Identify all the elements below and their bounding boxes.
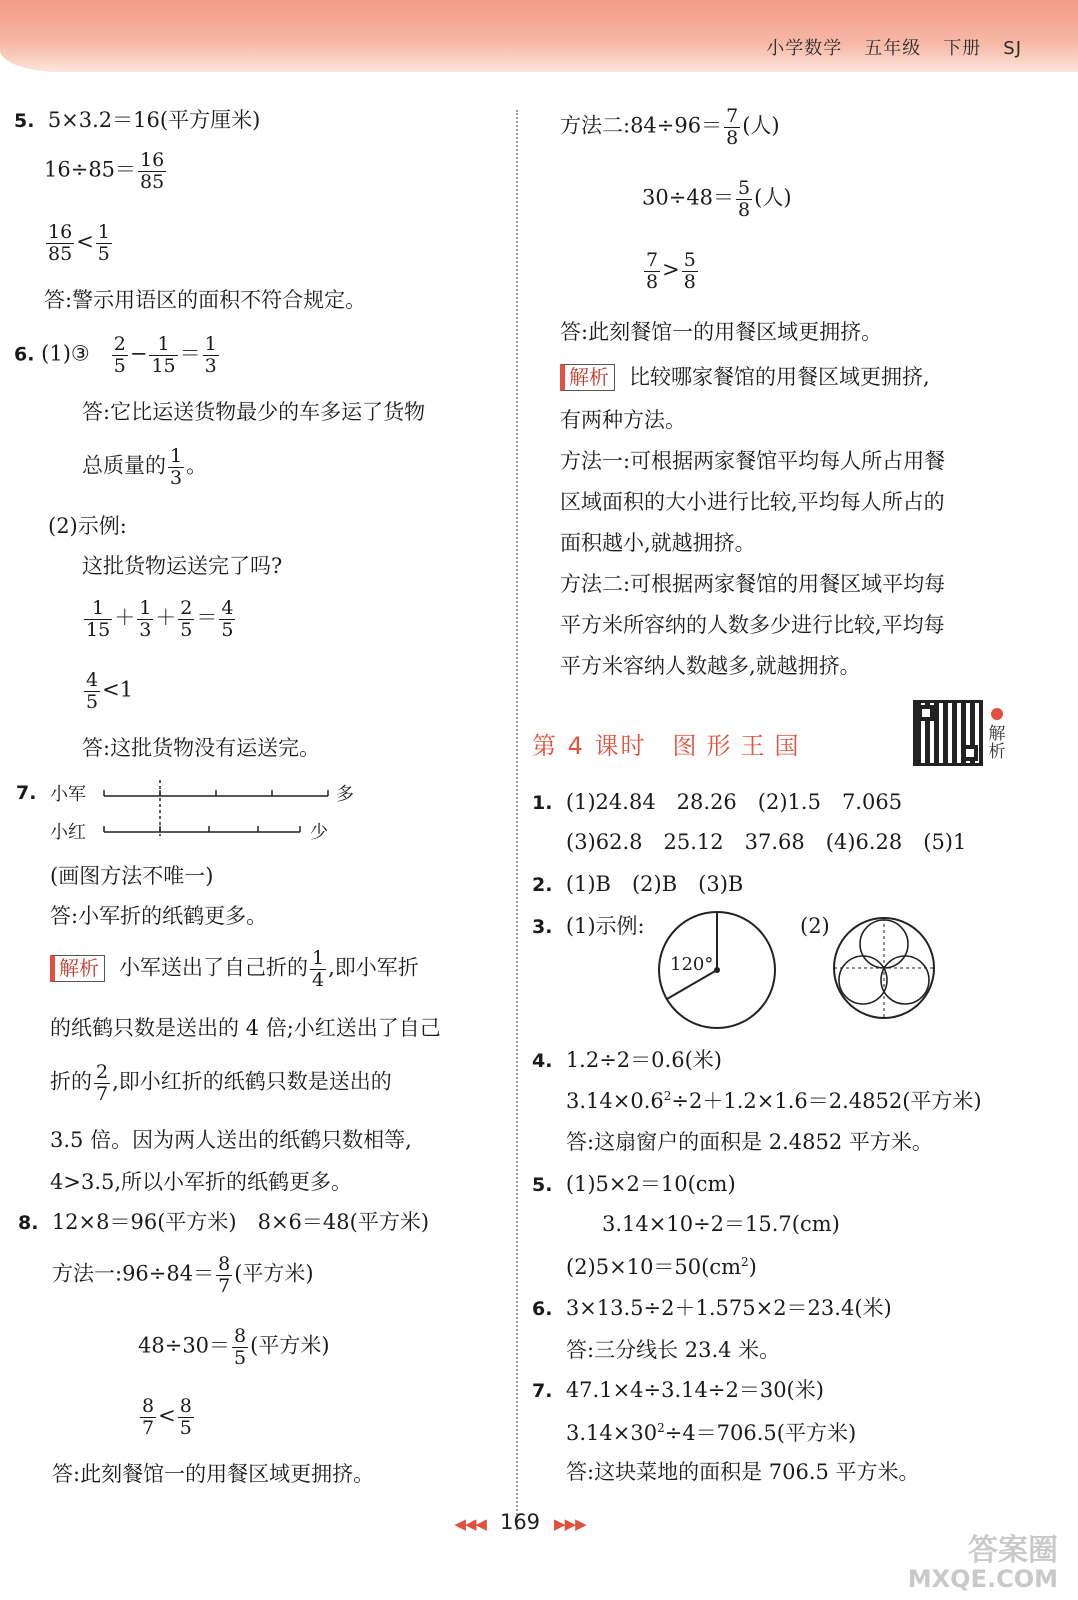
text: 折的 [50, 1069, 92, 1094]
a6-answer: 答:三分线长 23.4 米。 [566, 1338, 781, 1362]
fraction [232, 1326, 248, 1368]
denominator: 8 [726, 126, 739, 149]
text: 3.14×0.6 [566, 1089, 664, 1113]
numerator: 1 [139, 597, 152, 619]
operator: ＋ [155, 605, 177, 630]
q7-row1-label: 小军 [50, 784, 86, 805]
operator: < [158, 1403, 176, 1428]
fraction [736, 178, 752, 220]
a1-line2: (3)62.8 25.12 37.68 (4)6.28 (5)1 [566, 830, 967, 854]
denominator: 3 [139, 618, 152, 641]
denominator: 5 [221, 618, 234, 641]
operator: − [129, 341, 148, 366]
a6-line1 [532, 1298, 892, 1319]
a7-number: 7. [532, 1380, 553, 1402]
expl-line8: 平方米容纳人数越多,就越拥挤。 [560, 654, 861, 678]
numerator: 8 [179, 1395, 192, 1417]
fraction [724, 106, 740, 148]
a4-line1 [532, 1050, 722, 1071]
column-divider [516, 110, 518, 1530]
q7-explain5: 4>3.5,所以小军折的纸鹤更多。 [50, 1170, 353, 1194]
q7-bar-diagram [100, 776, 340, 843]
denominator: 15 [151, 354, 176, 377]
numerator: 5 [683, 249, 696, 271]
fraction [216, 1254, 232, 1296]
fraction [94, 1062, 110, 1104]
a5-number: 5. [532, 1174, 553, 1196]
text: 3×13.5÷2＋1.575×2＝23.4(米) [565, 1296, 892, 1320]
numerator: 2 [180, 597, 193, 619]
denominator: 8 [646, 270, 659, 293]
m2-answer: 答:此刻餐馆一的用餐区域更拥挤。 [560, 320, 883, 344]
expl-line1 [560, 364, 930, 391]
numerator: 16 [140, 149, 165, 171]
expl-line2: 有两种方法。 [560, 408, 686, 432]
numerator: 8 [142, 1395, 155, 1417]
q5-calc: 5×3.2＝16(平方厘米) [47, 108, 261, 132]
fraction [138, 150, 166, 192]
operator: ＝ [179, 341, 201, 366]
text: (1)示例: [565, 914, 645, 938]
denominator: 3 [170, 466, 183, 489]
a4-line2 [566, 1090, 982, 1112]
fraction [203, 334, 219, 376]
fraction [112, 334, 128, 376]
text: (平方米) [250, 1333, 330, 1358]
denominator: 85 [48, 242, 73, 265]
q7-number [16, 782, 36, 803]
denominator: 5 [179, 1416, 192, 1439]
numerator: 5 [738, 177, 751, 199]
a6-number: 6. [532, 1298, 553, 1320]
fraction [178, 1396, 194, 1438]
numerator: 1 [170, 445, 183, 467]
next-arrows-icon[interactable]: ▶▶▶ [554, 1515, 586, 1533]
text: 47.1×4÷3.14÷2＝30(米) [565, 1378, 824, 1402]
numerator: 16 [48, 221, 73, 243]
fraction [84, 670, 100, 712]
q5-line1 [14, 110, 260, 131]
lesson-name: 图形王国 [672, 732, 809, 760]
q8-method1 [52, 1254, 314, 1296]
q7-explain2: 的纸鹤只数是送出的 4 倍;小红送出了自己 [50, 1016, 441, 1040]
denominator: 7 [218, 1274, 231, 1297]
book-title [744, 34, 1022, 60]
a4-answer: 答:这扇窗户的面积是 2.4852 平方米。 [566, 1130, 933, 1154]
q6-part1: (1)③ [41, 341, 90, 366]
q7-explain3 [50, 1062, 392, 1104]
a4-number: 4. [532, 1050, 553, 1072]
a7-line2 [566, 1422, 856, 1444]
text: (2)5×10＝50(cm [566, 1255, 742, 1279]
q6-compare [82, 670, 133, 712]
q7-row2-right: 少 [310, 822, 328, 843]
m2-compare [642, 250, 700, 292]
a5-line1 [532, 1174, 736, 1195]
fraction [682, 250, 698, 292]
numerator: 7 [646, 249, 659, 271]
operator: > [662, 257, 680, 282]
denominator: 85 [140, 170, 165, 193]
grade-label: 五年级 [864, 38, 922, 59]
fraction [84, 598, 112, 640]
fraction [137, 598, 153, 640]
a1-line1 [532, 792, 902, 813]
a5-line3 [566, 1256, 757, 1278]
lesson-title [532, 726, 809, 761]
numerator: 1 [204, 333, 217, 355]
text: 小军送出了自己折的 [119, 955, 308, 980]
q6-answer2 [82, 446, 207, 488]
text: ,即小红折的纸鹤只数是送出的 [112, 1069, 392, 1094]
circle-sector-diagram [654, 910, 780, 1036]
a5-line2: 3.14×10÷2＝15.7(cm) [602, 1212, 840, 1236]
qr-code-icon[interactable] [913, 700, 983, 766]
exponent: 2 [657, 1421, 665, 1435]
three-circles-diagram [830, 914, 938, 1022]
numerator: 1 [157, 333, 170, 355]
q5-div: 16÷85＝ [44, 157, 137, 182]
q7-row1-right: 多 [336, 784, 354, 805]
numerator: 4 [221, 597, 234, 619]
text: ÷4＝706.5(平方米) [664, 1421, 857, 1445]
q7-note: (画图方法不唯一) [50, 864, 214, 888]
numerator: 2 [96, 1061, 109, 1083]
play-icon [991, 708, 1003, 720]
exponent: 2 [741, 1255, 749, 1269]
fraction [310, 948, 326, 990]
text: 方法一:96÷84＝ [52, 1261, 215, 1286]
operator: ＝ [196, 605, 218, 630]
a7-line1 [532, 1380, 824, 1401]
q5-number: 5. [14, 110, 35, 132]
a2-line1 [532, 874, 743, 895]
text: ÷2＋1.2×1.6＝2.4852(平方米) [671, 1089, 982, 1113]
expl-line5: 面积越小,就越拥挤。 [560, 531, 756, 555]
expl-line7: 平方米所容纳的人数多少进行比较,平均每 [560, 613, 945, 637]
text: (平方米) [234, 1261, 314, 1286]
denominator: 4 [312, 968, 325, 991]
a1-number: 1. [532, 792, 553, 814]
fraction [168, 446, 184, 488]
m2-line1 [560, 106, 780, 148]
denominator: 7 [142, 1416, 155, 1439]
text: 30÷48＝ [642, 185, 735, 210]
text: (人) [754, 185, 792, 210]
text: 1.2÷2＝0.6(米) [565, 1048, 722, 1072]
q6-question: 这批货物运送完了吗? [82, 554, 283, 578]
q8-compare [138, 1396, 196, 1438]
text: 比较哪家餐馆的用餐区域更拥挤, [629, 365, 930, 389]
denominator: 7 [96, 1082, 109, 1105]
numerator: 2 [113, 333, 126, 355]
numerator: 1 [312, 947, 325, 969]
q8-calc: 12×8＝96(平方米) 8×6＝48(平方米) [51, 1210, 430, 1234]
expl-line3: 方法一:可根据两家餐馆平均每人所占用餐 [560, 449, 946, 473]
fraction [149, 334, 177, 376]
q8-number: 8. [18, 1212, 39, 1234]
text: (人) [742, 113, 780, 138]
text: (1)24.84 28.26 (2)1.5 7.065 [565, 790, 903, 814]
text: ,即小军折 [328, 955, 419, 980]
a7-answer: 答:这块菜地的面积是 706.5 平方米。 [566, 1460, 920, 1484]
text: 总质量的 [82, 453, 166, 478]
q7-explain1 [50, 948, 419, 990]
denominator: 5 [234, 1346, 247, 1369]
m2-line2 [642, 178, 792, 220]
q6-line1 [14, 334, 221, 376]
denominator: 15 [86, 618, 111, 641]
numerator: 1 [92, 597, 105, 619]
angle-label: 120° [670, 954, 714, 975]
exponent: 2 [663, 1089, 672, 1103]
q6-sum [82, 598, 237, 640]
watermark-url: MXQE.COM [907, 1564, 1058, 1593]
q5-line2 [44, 150, 168, 192]
page-number: 169 [499, 1510, 541, 1534]
q6-answer1: 答:它比运送货物最少的车多运了货物 [82, 400, 426, 424]
numerator: 7 [726, 105, 739, 127]
numerator: 8 [234, 1325, 247, 1347]
text: ) [748, 1255, 757, 1279]
numerator: 1 [97, 221, 110, 243]
denominator: 8 [738, 198, 751, 221]
q6-example: (2)示例: [48, 514, 127, 538]
q8-line1 [18, 1212, 429, 1233]
text: (1)B (2)B (3)B [565, 872, 744, 896]
watermark-text: 答案圈 [968, 1533, 1058, 1569]
a3-part2: (2) [800, 914, 830, 938]
fraction [178, 598, 194, 640]
fraction [644, 250, 660, 292]
expl-line4: 区域面积的大小进行比较,平均每人所占的 [560, 490, 945, 514]
fraction [140, 1396, 156, 1438]
fraction [96, 222, 112, 264]
qr-label[interactable] [988, 706, 1006, 762]
denominator: 5 [97, 242, 110, 265]
edition-label: SJ [1003, 38, 1022, 59]
operator: ＋ [114, 605, 136, 630]
q5-compare [44, 222, 114, 264]
text: 方法二:84÷96＝ [560, 113, 723, 138]
page-footer [430, 1510, 610, 1534]
denominator: 5 [113, 354, 126, 377]
a3-line1 [532, 916, 645, 937]
operator: < [76, 229, 94, 254]
q7-explain4: 3.5 倍。因为两人送出的纸鹤只数相等, [50, 1128, 412, 1152]
page-header [0, 0, 1078, 72]
numerator: 8 [218, 1253, 231, 1275]
text: 3.14×30 [566, 1421, 658, 1445]
analysis-tag: 解析 [560, 364, 615, 391]
text: (1)5×2＝10(cm) [565, 1172, 736, 1196]
text: 48÷30＝ [138, 1333, 231, 1358]
numerator: 4 [86, 669, 99, 691]
denominator: 5 [86, 690, 99, 713]
a3-number: 3. [532, 916, 553, 938]
qr-text: 解析 [988, 723, 1006, 763]
number: 7. [16, 782, 37, 804]
q5-answer: 答:警示用语区的面积不符合规定。 [44, 288, 367, 312]
denominator: 8 [683, 270, 696, 293]
fraction [46, 222, 74, 264]
q7-row2-label: 小红 [50, 822, 86, 843]
expl-line6: 方法二:可根据两家餐馆的用餐区域平均每 [560, 572, 946, 596]
q8-answer: 答:此刻餐馆一的用餐区域更拥挤。 [52, 1462, 375, 1486]
text: <1 [102, 677, 134, 702]
q8-method1b [138, 1326, 330, 1368]
a2-number: 2. [532, 874, 553, 896]
q6-number: 6. [14, 343, 35, 366]
analysis-tag: 解析 [50, 955, 105, 982]
denominator: 3 [204, 354, 217, 377]
fraction [219, 598, 235, 640]
denominator: 5 [180, 618, 193, 641]
q6-answer3: 答:这批货物没有运送完。 [82, 736, 321, 760]
subject-label: 小学数学 [766, 38, 843, 59]
volume-label: 下册 [943, 38, 982, 59]
text: 。 [186, 453, 208, 478]
watermark [908, 1535, 1058, 1592]
lesson-number: 第 4 课时 [532, 732, 647, 760]
prev-arrows-icon[interactable]: ◀◀◀ [454, 1515, 486, 1533]
q7-answer: 答:小军折的纸鹤更多。 [50, 904, 268, 928]
